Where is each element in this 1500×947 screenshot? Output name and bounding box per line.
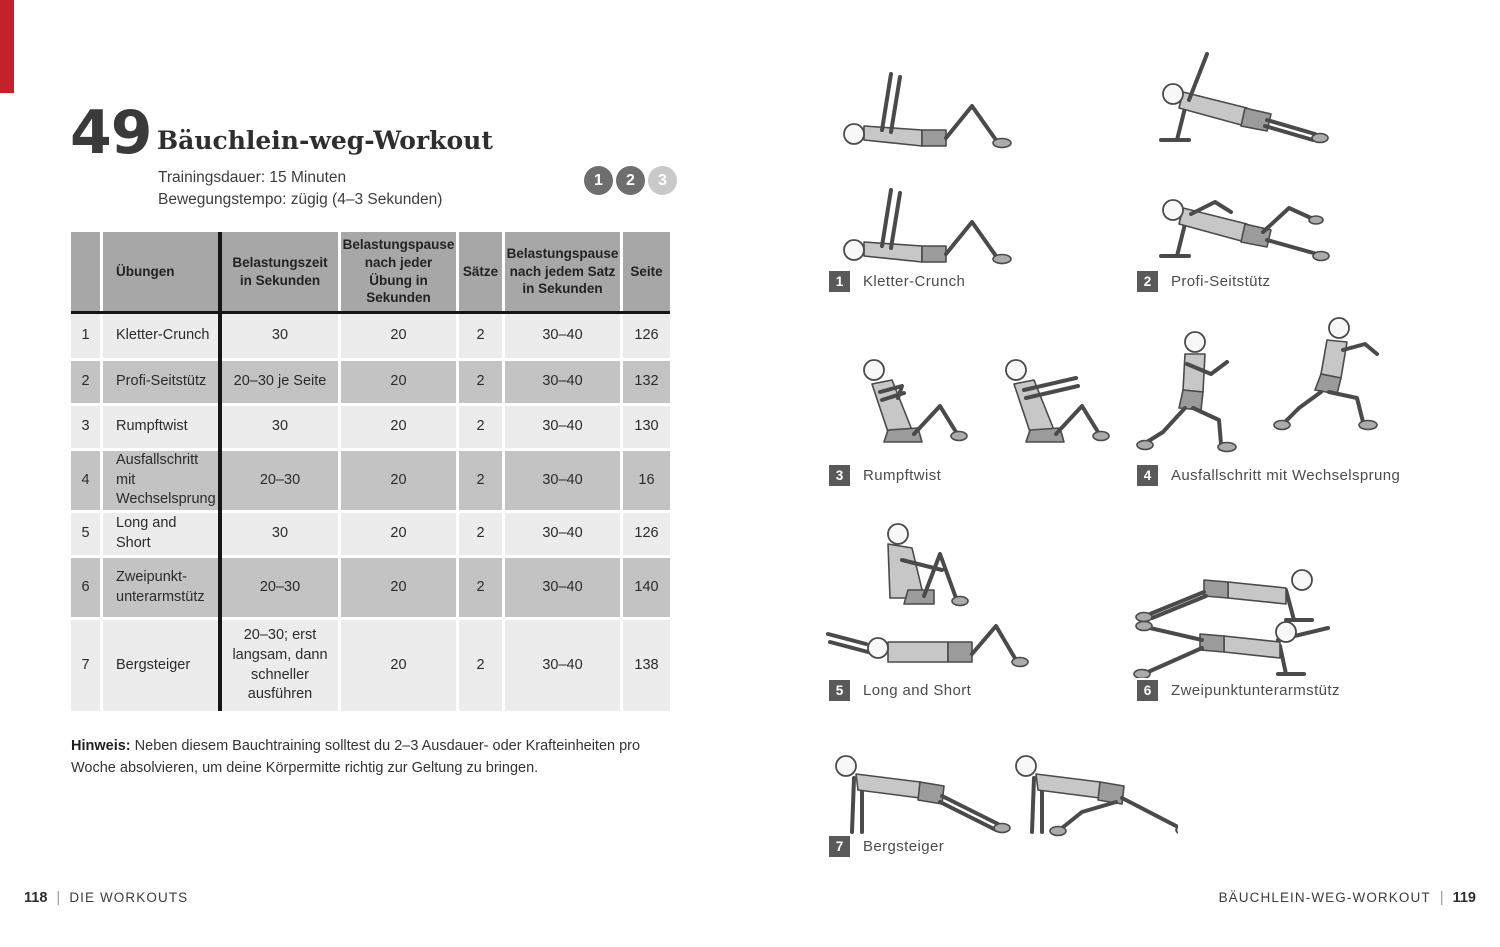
cell-name: Kletter-Crunch [103,314,219,358]
exercise-number-badge: 5 [829,680,850,701]
cell-name: Profi-Seitstütz [103,361,219,403]
exercise-number-badge: 2 [1137,271,1158,292]
cell-pause-uebung: 20 [341,406,456,448]
exercise-label-text: Ausfallschritt mit Wechselsprung [1171,467,1401,484]
col-header-pause-uebung: Belastungspause nach jeder Übung in Sekunden [341,232,456,311]
exercise-label-4 [1137,465,1400,486]
exercise-label-text: Zweipunktunterarmstütz [1171,682,1340,699]
intensity-dot-1: 1 [584,166,613,195]
exercise-label-2 [1137,271,1270,292]
hinweis-label: Hinweis: [71,738,131,754]
cell-zeit: 20–30 [222,558,338,617]
exercise-label-text: Rumpftwist [863,467,942,484]
footer-left [24,889,188,906]
exercise-label-3 [829,465,941,486]
exercise-number-badge: 3 [829,465,850,486]
col-header-saetze: Sätze [459,232,502,311]
cell-saetze: 2 [459,314,502,358]
exercise-number-badge: 7 [829,836,850,857]
illustration-kletter-crunch [832,38,1022,268]
cell-saetze: 2 [459,558,502,617]
workout-meta [158,167,442,210]
cell-seite: 16 [623,451,670,510]
illustration-rumpftwist [822,332,1112,452]
section-title-right: BÄUCHLEIN-WEG-WORKOUT [1218,890,1431,905]
hinweis-note [71,735,675,779]
cell-zeit: 30 [222,314,338,358]
cell-saetze: 2 [459,451,502,510]
cell-saetze: 2 [459,620,502,711]
page-number-right: 119 [1452,889,1476,906]
col-header-uebungen: Übungen [103,232,219,311]
illustration-ausfallschritt [1133,308,1393,458]
chapter-number: 49 [70,98,152,168]
cell-zeit: 20–30 [222,451,338,510]
cell-pause-uebung: 20 [341,361,456,403]
cell-name: Zweipunktunterarmstütz [103,558,219,617]
col-header-belastungszeit: Belastungszeit in Sekunden [222,232,338,311]
cell-num: 1 [71,314,100,358]
cell-pause-uebung: 20 [341,513,456,555]
cell-pause-uebung: 20 [341,558,456,617]
cell-num: 6 [71,558,100,617]
intensity-dot-2: 2 [616,166,645,195]
footer-right [1219,889,1476,906]
cell-zeit: 20–30; erst langsam, dann schneller ausführen [222,620,338,711]
cell-pause-satz: 30–40 [505,314,620,358]
footer-divider: | [1439,889,1444,906]
col-header-empty [71,232,100,311]
exercise-label-6 [1137,680,1340,701]
table-header-rule [71,311,670,314]
cell-seite: 130 [623,406,670,448]
movement-tempo: Bewegungstempo: zügig (4–3 Sekunden) [158,190,443,208]
cell-saetze: 2 [459,361,502,403]
cell-seite: 138 [623,620,670,711]
col-header-pause-satz: Belastungspause nach jedem Satz in Sekunden [505,232,620,311]
table-vertical-rule [218,232,222,711]
exercise-label-text: Profi-Seitstütz [1171,273,1271,290]
cell-name: Ausfallschritt mit Wechselsprung [103,451,219,510]
cell-pause-satz: 30–40 [505,558,620,617]
cell-zeit: 30 [222,513,338,555]
cell-pause-satz: 30–40 [505,451,620,510]
page-number-left: 118 [24,889,48,906]
cell-saetze: 2 [459,406,502,448]
intensity-indicator [584,166,677,195]
exercise-label-text: Bergsteiger [863,838,945,855]
intensity-dot-3: 3 [648,166,677,195]
hinweis-text: Neben diesem Bauchtraining solltest du 2–3 Ausdauer- oder Krafteinheiten pro Woche absolvieren, um deine Körpermitte richtig zur Geltung zu bringen. [71,738,641,776]
exercise-label-7 [829,836,944,857]
section-title-left: DIE WORKOUTS [69,890,189,905]
exercise-number-badge: 1 [829,271,850,292]
footer-divider: | [56,889,61,906]
illustration-profi-seitstuetz [1133,32,1333,262]
cell-num: 3 [71,406,100,448]
cell-zeit: 30 [222,406,338,448]
red-accent-bar [0,0,14,93]
cell-saetze: 2 [459,513,502,555]
illustration-bergsteiger [818,732,1178,837]
cell-num: 5 [71,513,100,555]
cell-pause-satz: 30–40 [505,620,620,711]
exercise-table [71,232,670,711]
cell-name: Long and Short [103,513,219,555]
cell-num: 2 [71,361,100,403]
cell-pause-uebung: 20 [341,620,456,711]
cell-pause-satz: 30–40 [505,406,620,448]
cell-pause-satz: 30–40 [505,361,620,403]
exercise-label-text: Kletter-Crunch [863,273,966,290]
exercise-number-badge: 6 [1137,680,1158,701]
cell-seite: 126 [623,513,670,555]
illustration-long-and-short [818,498,1043,673]
cell-pause-uebung: 20 [341,314,456,358]
cell-zeit: 20–30 je Seite [222,361,338,403]
cell-seite: 140 [623,558,670,617]
exercise-label-1 [829,271,965,292]
illustration-zweipunktunterarmstuetz [1128,518,1338,678]
page-title: Bäuchlein-weg-Workout [157,126,493,155]
cell-pause-satz: 30–40 [505,513,620,555]
exercise-label-5 [829,680,971,701]
cell-num: 7 [71,620,100,711]
exercise-label-text: Long and Short [863,682,972,699]
exercise-number-badge: 4 [1137,465,1158,486]
cell-name: Rumpftwist [103,406,219,448]
cell-num: 4 [71,451,100,510]
cell-pause-uebung: 20 [341,451,456,510]
col-header-seite: Seite [623,232,670,311]
training-duration: Trainingsdauer: 15 Minuten [158,169,347,186]
cell-seite: 126 [623,314,670,358]
cell-name: Bergsteiger [103,620,219,711]
cell-seite: 132 [623,361,670,403]
